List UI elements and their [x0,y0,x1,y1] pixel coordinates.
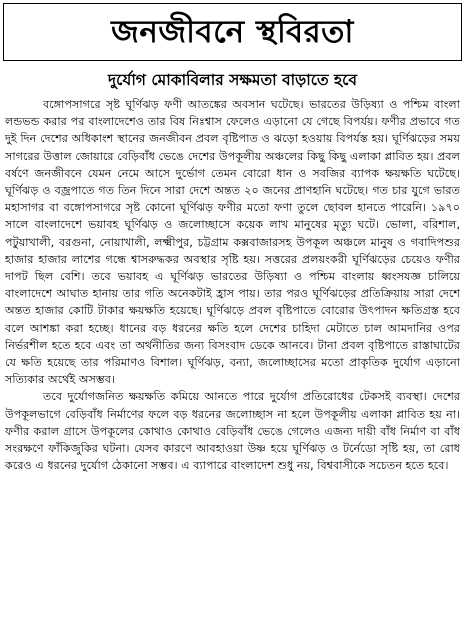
subheadline: দুর্যোগ মোকাবিলার সক্ষমতা বাড়াতে হবে [108,71,357,89]
paragraph: তবে দুর্যোগজনিত ক্ষয়ক্ষতি কমিয়ে আনতে পারে দুর্যোগ প্রতিরোধের টেকসই ব্যবস্থা। দেশের উপকূলভাগে বেড়িবাঁধ নির্মাণের ফলে বড় ধরনের জলোচ্ছাস না হলে উপকূলীয় এলাকা প্লাবিত হয় না। ফণীর করাল গ্রাসে উপকূলের কোথাও কোথাও বেড়িবাঁধ ভেঙে গেলেও এজন্য দায়ী বাঁধ নির্মাণ বা বাঁধ সংরক্ষণে ফাঁকিজুকির ঘটনা। যেসব কারণে আবহাওয়া উষ্ণ হয়ে ঘূর্ণিঝড় ও টর্নেডো সৃষ্টি হয়, তা রোধ করেও এ ধরনের দুর্যোগ ঠেকানো সম্ভব। এ ব্যাপারে বাংলাদেশ শুধু নয়, বিশ্ববাসীকে সচেতন হতে হবে। [5,390,460,473]
paragraph: বঙ্গোপসাগরে সৃষ্ট ঘূর্ণিঝড় ফণী আতঙ্কের অবসান ঘটেছে। ভারতের উড়িষ্যা ও পশ্চিম বাংলা লন্ডভন্ড করার পর বাংলাদেশেও তার বিষ নিঃশ্বাস ফেলেও এড়ানো যে গেছে বিপর্যয়। ফণীর প্রভাবে গত দুই দিন দেশের অধিকাংশ স্থানের জনজীবন প্রবল বৃষ্টিপাত ও ঝড়ো হওয়ায় বিপর্যস্ত হয়। ঘূর্ণিঝড়ের সময় সাগরের উত্তাল জোয়ারে বেড়িবাঁধ ভেঙে দেশের উপকূলীয় অঞ্চলের কিছু কিছু এলাকা প্লাবিত হয়। প্রবল বর্ষণে জনজীবনে যেমন নেমে আসে দুর্ভোগ তেমন বোরো ধান ও সবজির ব্যাপক ক্ষয়ক্ষতি ঘটেছে। ঘূর্ণিঝড় ও বজ্রপাতে গত তিন দিনে সারা দেশে অন্তত ২০ জনের প্রাণহানি ঘটেছে। গত চার যুগে ভারত মহাসাগর বা বঙ্গোপসাগরে সৃষ্ট কোনো ঘূর্ণিঝড় ফণীর মতো ফণা তুলে ছোবল হানতে পারেনি। ১৯৭০ সালে বাংলাদেশে ভয়াবহ ঘূর্ণিঝড় ও জলোচ্ছাসে কয়েক লাখ মানুষের মৃত্যু ঘটে। ভোলা, বরিশাল, পটুয়াখালী, বরগুনা, নোয়াখালী, লক্ষ্মীপুর, চট্টগ্রাম কক্সবাজারসহ উপকূল অঞ্চলে মানুষ ও গবাদিপশুর হাজার হাজার লাশের গন্ধে শ্বাসরুদ্ধকর অবস্থার সৃষ্টি হয়। সত্তরের প্রলয়ংকরী ঘূর্ণিঝড়ের চেয়েও ফণীর দাপট ছিল বেশি। তবে ভয়াবহ এ ঘূর্ণিঝড় ভারতের উড়িষ্যা ও পশ্চিম বাংলায় ধ্বংসযজ্ঞ চালিয়ে বাংলাদেশে আঘাত হানায় তার গতি অনেকটাই হ্রাস পায়। তার পরও ঘূর্ণিঝড়ের প্রতিক্রিয়ায় সারা দেশে অন্তত হাজার কোটি টাকার ক্ষয়ক্ষতি হয়েছে। ঘূর্ণিঝড়ে প্রবল বৃষ্টিপাতে বোরোর উৎপাদন ক্ষতিগ্রস্ত হবে বলে আশঙ্কা করা হচ্ছে। ধানের বড় ধরনের ক্ষতি হলে দেশের চাহিদা মেটাতে চাল আমদানির ওপর নির্ভরশীল হতে হবে এবং তা অর্থনীতির জন্য বিসংবাদ ডেকে আনবে। টানা প্রবল বৃষ্টিপাতে রাস্তাঘাটের যে ক্ষতি হয়েছে তার পরিমাণও বিশাল। ঘূর্ণিঝড়, বন্যা, জলোচ্ছাসের মতো প্রাকৃতিক দুর্যোগ এড়ানো সত্যিকার অর্থেই অসম্ভব। [5,98,460,387]
headline: জনজীবনে স্থবিরতা [111,13,354,50]
article-body [5,96,460,636]
headline-box [3,3,462,61]
